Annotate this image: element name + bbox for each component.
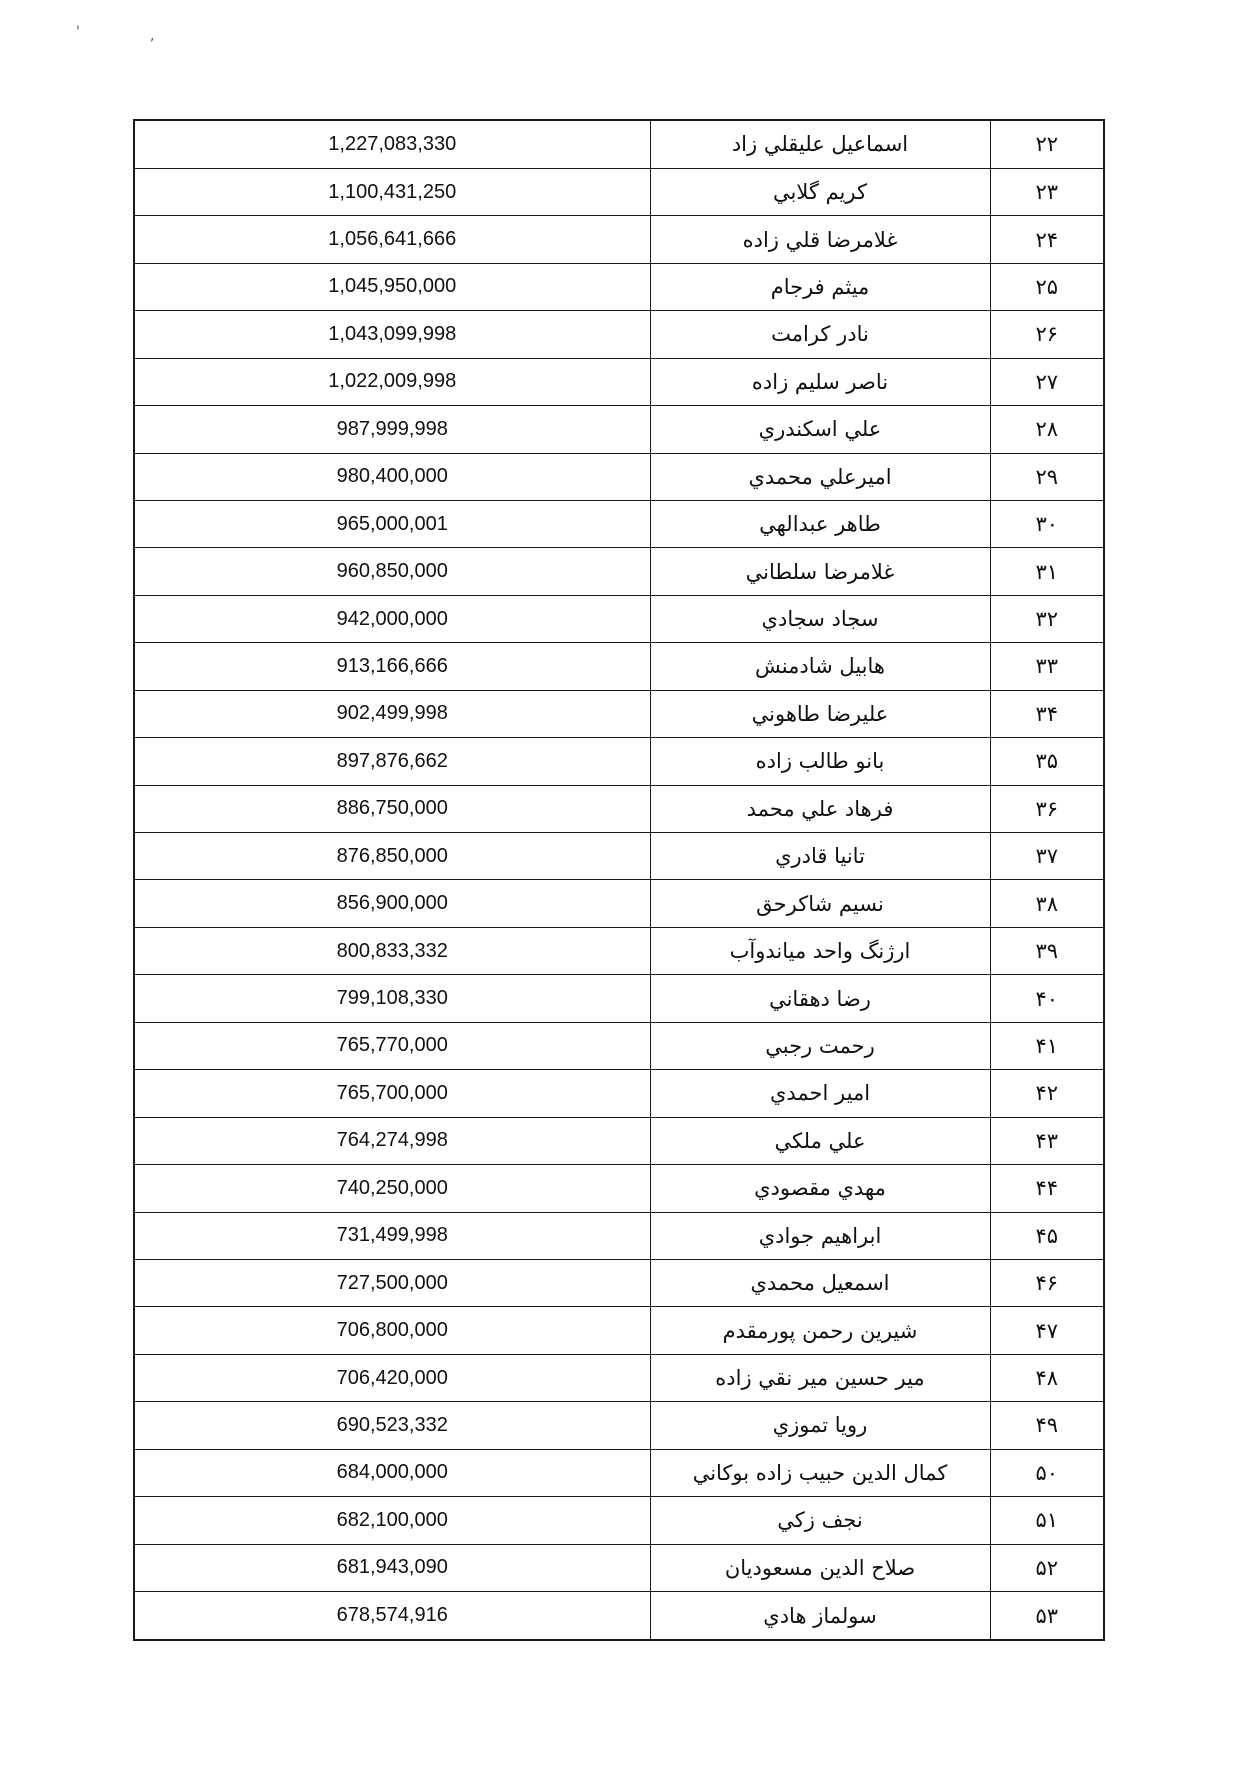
table-row [134,500,1104,547]
person-name: سجاد سجادي [650,595,990,642]
amount-value: 799,108,330 [134,975,650,1022]
table-row [134,595,1104,642]
table-row [134,690,1104,737]
amount-value: 740,250,000 [134,1165,650,1212]
table-row [134,168,1104,215]
row-number: ۵۳ [990,1592,1104,1641]
table-row [134,833,1104,880]
table-row [134,453,1104,500]
table-row [134,1259,1104,1306]
row-number: ۵۰ [990,1449,1104,1496]
person-name: غلامرضا سلطاني [650,548,990,595]
amount-value: 876,850,000 [134,833,650,880]
ranking-table [133,119,1105,1641]
row-number: ۲۸ [990,406,1104,453]
amount-value: 987,999,998 [134,406,650,453]
table-row [134,311,1104,358]
person-name: سولماز هادي [650,1592,990,1641]
amount-value: 856,900,000 [134,880,650,927]
table-row [134,548,1104,595]
amount-value: 706,800,000 [134,1307,650,1354]
table-row [134,1544,1104,1591]
amount-value: 765,700,000 [134,1070,650,1117]
amount-value: 942,000,000 [134,595,650,642]
amount-value: 913,166,666 [134,643,650,690]
table-row [134,120,1104,168]
row-number: ۴۴ [990,1165,1104,1212]
person-name: غلامرضا قلي زاده [650,216,990,263]
table-row [134,1307,1104,1354]
person-name: اسمعيل محمدي [650,1259,990,1306]
table-row [134,1070,1104,1117]
amount-value: 706,420,000 [134,1354,650,1401]
amount-value: 682,100,000 [134,1497,650,1544]
person-name: عليرضا طاهوني [650,690,990,737]
table-row [134,1354,1104,1401]
person-name: ناصر سليم زاده [650,358,990,405]
amount-value: 902,499,998 [134,690,650,737]
table-row [134,1022,1104,1069]
amount-value: 980,400,000 [134,453,650,500]
row-number: ۲۴ [990,216,1104,263]
row-number: ۴۳ [990,1117,1104,1164]
table-row [134,216,1104,263]
row-number: ۲۹ [990,453,1104,500]
row-number: ۴۸ [990,1354,1104,1401]
person-name: هابيل شادمنش [650,643,990,690]
amount-value: 1,056,641,666 [134,216,650,263]
table-row [134,1497,1104,1544]
amount-value: 897,876,662 [134,738,650,785]
person-name: نسيم شاكرحق [650,880,990,927]
row-number: ۲۷ [990,358,1104,405]
row-number: ۵۱ [990,1497,1104,1544]
amount-value: 678,574,916 [134,1592,650,1641]
table-row [134,1212,1104,1259]
row-number: ۴۷ [990,1307,1104,1354]
person-name: كريم گلابي [650,168,990,215]
person-name: نجف زكي [650,1497,990,1544]
row-number: ۳۹ [990,927,1104,974]
table-row [134,1402,1104,1449]
table-row [134,880,1104,927]
amount-value: 886,750,000 [134,785,650,832]
table-row [134,975,1104,1022]
row-number: ۳۳ [990,643,1104,690]
person-name: صلاح الدين مسعوديان [650,1544,990,1591]
person-name: ابراهيم جوادي [650,1212,990,1259]
table-row [134,738,1104,785]
table-row [134,643,1104,690]
row-number: ۴۲ [990,1070,1104,1117]
row-number: ۳۶ [990,785,1104,832]
amount-value: 727,500,000 [134,1259,650,1306]
amount-value: 965,000,001 [134,500,650,547]
person-name: شيرين رحمن پورمقدم [650,1307,990,1354]
row-number: ۲۳ [990,168,1104,215]
person-name: اسماعیل علیقلي زاد [650,120,990,168]
person-name: مهدي مقصودي [650,1165,990,1212]
person-name: بانو طالب زاده [650,738,990,785]
amount-value: 681,943,090 [134,1544,650,1591]
table-row [134,1449,1104,1496]
scan-speck: , [150,28,155,44]
table-row [134,406,1104,453]
row-number: ۲۲ [990,120,1104,168]
person-name: فرهاد علي محمد [650,785,990,832]
amount-value: 764,274,998 [134,1117,650,1164]
amount-value: 765,770,000 [134,1022,650,1069]
table-row [134,785,1104,832]
table-body [134,120,1104,1640]
row-number: ۴۱ [990,1022,1104,1069]
person-name: كمال الدين حبيب زاده بوكاني [650,1449,990,1496]
ranking-table-container [133,119,1103,1641]
person-name: ميثم فرجام [650,263,990,310]
row-number: ۴۰ [990,975,1104,1022]
row-number: ۳۸ [990,880,1104,927]
amount-value: 1,043,099,998 [134,311,650,358]
row-number: ۲۵ [990,263,1104,310]
amount-value: 1,022,009,998 [134,358,650,405]
table-row [134,263,1104,310]
person-name: اميرعلي محمدي [650,453,990,500]
person-name: رحمت رجبي [650,1022,990,1069]
table-row [134,1117,1104,1164]
row-number: ۴۶ [990,1259,1104,1306]
scan-speck: ' [76,24,80,40]
row-number: ۵۲ [990,1544,1104,1591]
row-number: ۳۱ [990,548,1104,595]
amount-value: 690,523,332 [134,1402,650,1449]
person-name: علي اسكندري [650,406,990,453]
amount-value: 960,850,000 [134,548,650,595]
row-number: ۳۵ [990,738,1104,785]
amount-value: 1,100,431,250 [134,168,650,215]
row-number: ۴۵ [990,1212,1104,1259]
row-number: ۲۶ [990,311,1104,358]
row-number: ۳۰ [990,500,1104,547]
amount-value: 684,000,000 [134,1449,650,1496]
row-number: ۳۷ [990,833,1104,880]
table-row [134,358,1104,405]
person-name: رويا تموزي [650,1402,990,1449]
person-name: امير احمدي [650,1070,990,1117]
person-name: طاهر عبدالهي [650,500,990,547]
row-number: ۳۲ [990,595,1104,642]
row-number: ۴۹ [990,1402,1104,1449]
table-row [134,1165,1104,1212]
row-number: ۳۴ [990,690,1104,737]
amount-value: 1,227,083,330 [134,120,650,168]
person-name: علي ملكي [650,1117,990,1164]
amount-value: 800,833,332 [134,927,650,974]
table-row [134,1592,1104,1641]
person-name: تانيا قادري [650,833,990,880]
amount-value: 1,045,950,000 [134,263,650,310]
person-name: مير حسين مير نقي زاده [650,1354,990,1401]
table-row [134,927,1104,974]
person-name: رضا دهقاني [650,975,990,1022]
person-name: ارژنگ واحد مياندوآب [650,927,990,974]
person-name: نادر كرامت [650,311,990,358]
amount-value: 731,499,998 [134,1212,650,1259]
